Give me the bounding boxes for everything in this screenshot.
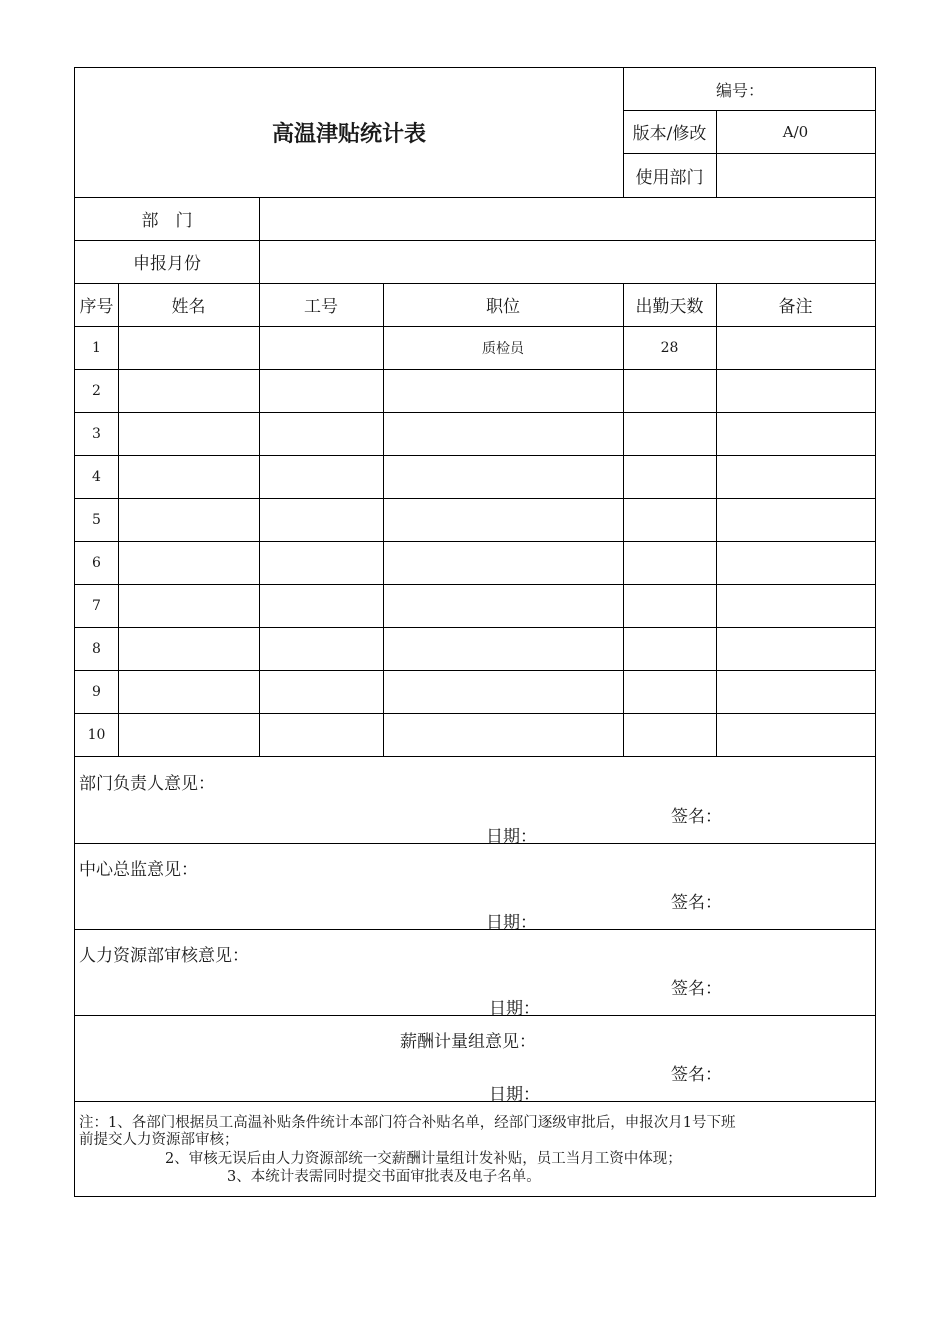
name-cell[interactable] bbox=[118, 326, 259, 369]
dept-use-label: 使用部门 bbox=[635, 167, 704, 188]
dept-head-signature-label: 签名： bbox=[671, 807, 722, 827]
note-line-4: 3、本统计表需同时提交书面审批表及电子名单。 bbox=[227, 1169, 541, 1185]
name-cell[interactable] bbox=[118, 498, 259, 541]
payroll-date-label: 日期： bbox=[489, 1085, 540, 1105]
row-number: 5 bbox=[92, 511, 101, 528]
version-value: A/0 bbox=[782, 122, 809, 141]
director-opinion-label: 中心总监意见： bbox=[79, 860, 198, 880]
row-number: 9 bbox=[92, 683, 101, 700]
payroll-opinion-label: 薪酬计量组意见： bbox=[400, 1032, 536, 1052]
remark-cell[interactable] bbox=[716, 455, 875, 498]
name-cell[interactable] bbox=[118, 670, 259, 713]
row-number: 4 bbox=[92, 468, 101, 485]
emp-id-cell[interactable] bbox=[259, 369, 383, 412]
dept-head-date-label: 日期： bbox=[486, 827, 537, 847]
row-number: 3 bbox=[92, 425, 101, 442]
days-cell[interactable] bbox=[623, 498, 716, 541]
month-label: 申报月份 bbox=[133, 254, 201, 274]
form-title: 高温津贴统计表 bbox=[271, 122, 426, 147]
position-cell[interactable] bbox=[383, 541, 623, 584]
remark-cell[interactable] bbox=[716, 541, 875, 584]
remark-cell[interactable] bbox=[716, 369, 875, 412]
name-cell[interactable] bbox=[118, 627, 259, 670]
remark-cell[interactable] bbox=[716, 584, 875, 627]
name-cell[interactable] bbox=[118, 369, 259, 412]
remark-cell[interactable] bbox=[716, 627, 875, 670]
version-label: 版本/修改 bbox=[632, 124, 707, 144]
days-cell[interactable] bbox=[623, 369, 716, 412]
days-cell[interactable] bbox=[623, 412, 716, 455]
remark-cell[interactable] bbox=[716, 670, 875, 713]
position-cell[interactable] bbox=[383, 455, 623, 498]
position-cell[interactable] bbox=[383, 412, 623, 455]
row-number: 7 bbox=[92, 597, 101, 614]
dept-head-opinion-label: 部门负责人意见： bbox=[79, 774, 215, 794]
name-cell[interactable] bbox=[118, 541, 259, 584]
grid-line bbox=[75, 1101, 875, 1102]
column-header-emp-id: 工号 bbox=[304, 297, 338, 317]
emp-id-cell[interactable] bbox=[259, 326, 383, 369]
emp-id-cell[interactable] bbox=[259, 713, 383, 756]
row-number: 8 bbox=[92, 640, 101, 657]
row-number: 10 bbox=[87, 726, 106, 743]
column-header-days: 出勤天数 bbox=[635, 297, 704, 317]
row-number: 1 bbox=[92, 339, 101, 356]
payroll-signature-label: 签名： bbox=[671, 1065, 722, 1085]
position-cell[interactable] bbox=[383, 369, 623, 412]
days-cell[interactable] bbox=[623, 455, 716, 498]
emp-id-cell[interactable] bbox=[259, 498, 383, 541]
row-number: 6 bbox=[92, 554, 101, 571]
director-signature-label: 签名： bbox=[671, 893, 722, 913]
grid-line bbox=[75, 756, 875, 757]
department-label: 部 门 bbox=[141, 211, 193, 231]
emp-id-cell[interactable] bbox=[259, 455, 383, 498]
days-cell[interactable] bbox=[623, 670, 716, 713]
position-cell[interactable] bbox=[383, 627, 623, 670]
remark-cell[interactable] bbox=[716, 713, 875, 756]
days-cell[interactable] bbox=[623, 627, 716, 670]
days-cell[interactable] bbox=[623, 541, 716, 584]
emp-id-cell[interactable] bbox=[259, 584, 383, 627]
remark-cell[interactable] bbox=[716, 498, 875, 541]
director-date-label: 日期： bbox=[486, 913, 537, 933]
hr-opinion-label: 人力资源部审核意见： bbox=[79, 946, 249, 966]
position-cell[interactable] bbox=[383, 670, 623, 713]
department-value[interactable] bbox=[259, 197, 875, 240]
name-cell[interactable] bbox=[118, 455, 259, 498]
emp-id-cell[interactable] bbox=[259, 670, 383, 713]
doc-number-label: 编号： bbox=[716, 80, 765, 100]
name-cell[interactable] bbox=[118, 584, 259, 627]
column-header-no: 序号 bbox=[79, 297, 114, 317]
row-number: 2 bbox=[92, 382, 101, 399]
position-cell[interactable]: 质检员 bbox=[482, 340, 524, 357]
days-cell[interactable] bbox=[623, 713, 716, 756]
remark-cell[interactable] bbox=[716, 412, 875, 455]
position-cell[interactable] bbox=[383, 498, 623, 541]
name-cell[interactable] bbox=[118, 412, 259, 455]
column-header-name: 姓名 bbox=[171, 297, 206, 317]
hr-date-label: 日期： bbox=[489, 999, 540, 1019]
hr-signature-label: 签名： bbox=[671, 979, 722, 999]
subsidy-form bbox=[74, 67, 876, 1197]
emp-id-cell[interactable] bbox=[259, 412, 383, 455]
dept-use-value[interactable] bbox=[716, 153, 875, 197]
grid-line bbox=[75, 1015, 875, 1016]
position-cell[interactable] bbox=[383, 584, 623, 627]
grid-line bbox=[75, 843, 875, 844]
note-line-3: 2、审核无误后由人力资源部统一交薪酬计量组计发补贴，员工当月工资中体现； bbox=[165, 1151, 682, 1167]
days-cell[interactable]: 28 bbox=[660, 339, 679, 356]
month-value[interactable] bbox=[259, 240, 875, 283]
grid-line bbox=[75, 929, 875, 930]
name-cell[interactable] bbox=[118, 713, 259, 756]
note-line-2: 前提交人力资源部审核； bbox=[79, 1132, 239, 1148]
emp-id-cell[interactable] bbox=[259, 627, 383, 670]
position-cell[interactable] bbox=[383, 713, 623, 756]
note-line-1: 注：1、各部门根据员工高温补贴条件统计本部门符合补贴名单，经部门逐级审批后，申报次月1号下班 bbox=[79, 1115, 736, 1131]
remark-cell[interactable] bbox=[716, 326, 875, 369]
column-header-remark: 备注 bbox=[778, 297, 813, 317]
column-header-position: 职位 bbox=[486, 297, 520, 317]
emp-id-cell[interactable] bbox=[259, 541, 383, 584]
days-cell[interactable] bbox=[623, 584, 716, 627]
